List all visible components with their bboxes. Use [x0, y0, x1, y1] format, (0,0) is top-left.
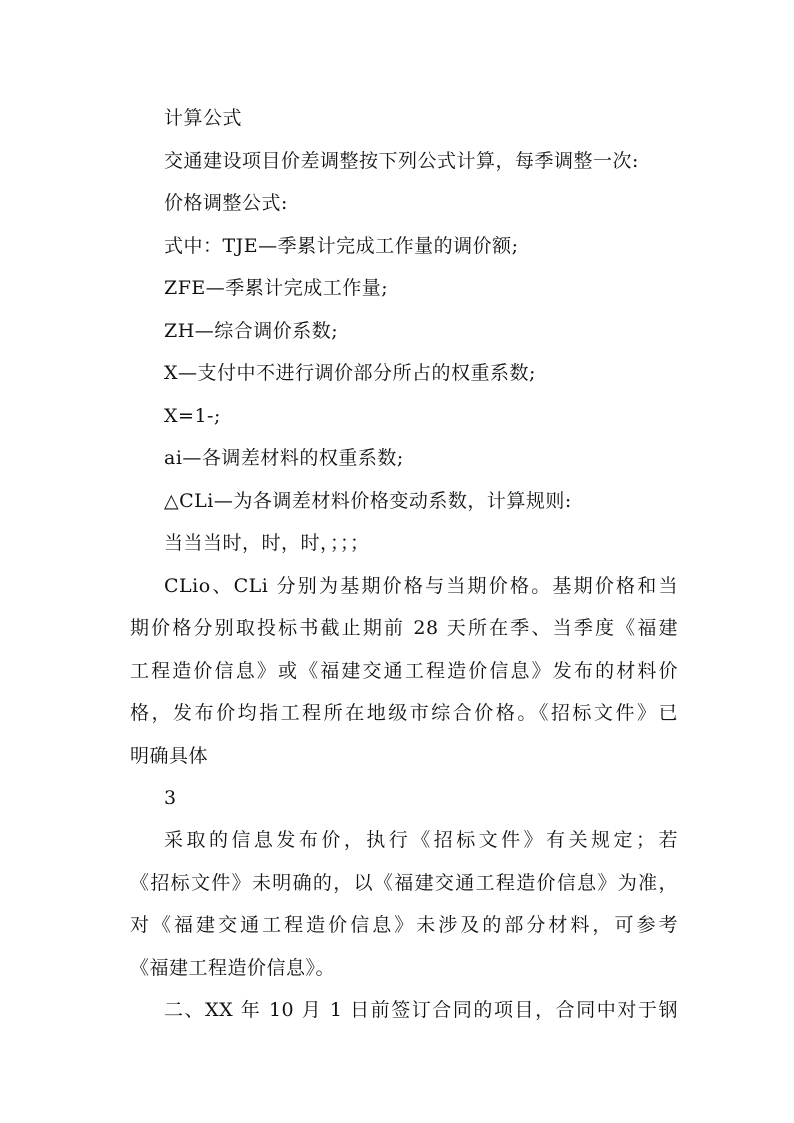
paragraph-line: 期价格分别取投标书截止期前 28 天所在季、当季度《福建: [130, 617, 678, 639]
paragraph-line: 《招标文件》未明确的，以《福建交通工程造价信息》为准，: [130, 872, 678, 894]
paragraph-line: 工程造价信息》或《福建交通工程造价信息》发布的材料价: [130, 660, 678, 682]
paragraph-line: X=1-;: [164, 405, 221, 427]
paragraph-line: X—支付中不进行调价部分所占的权重系数;: [164, 362, 536, 384]
paragraph-line: 采取的信息发布价，执行《招标文件》有关规定；若: [164, 829, 678, 851]
paragraph-line: 当当当时，时，时，；；；: [164, 532, 370, 554]
paragraph-line: 式中：TJE—季累计完成工作量的调价额;: [164, 235, 519, 257]
paragraph-line: ai—各调差材料的权重系数;: [164, 447, 404, 469]
paragraph-line: ZFE—季累计完成工作量;: [164, 277, 389, 299]
paragraph-line: 对《福建交通工程造价信息》未涉及的部分材料，可参考: [130, 914, 678, 936]
paragraph-line: 交通建设项目价差调整按下列公式计算，每季调整一次:: [164, 150, 639, 172]
paragraph-line: 价格调整公式:: [164, 192, 288, 214]
paragraph-line: 格，发布价均指工程所在地级市综合价格。《招标文件》已: [130, 702, 678, 724]
paragraph-line: 明确具体: [130, 745, 209, 767]
paragraph-line: ZH—综合调价系数;: [164, 320, 339, 342]
paragraph-line: 《福建工程造价信息》。: [130, 957, 336, 979]
paragraph-line: △CLi—为各调差材料价格变动系数，计算规则:: [164, 490, 572, 512]
paragraph-line: 二、XX 年 10 月 1 日前签订合同的项目，合同中对于钢: [164, 999, 678, 1021]
paragraph-line: CLio、CLi 分别为基期价格与当期价格。基期价格和当: [164, 575, 678, 597]
page-number: 3: [164, 787, 177, 809]
section-heading: 计算公式: [164, 107, 243, 129]
